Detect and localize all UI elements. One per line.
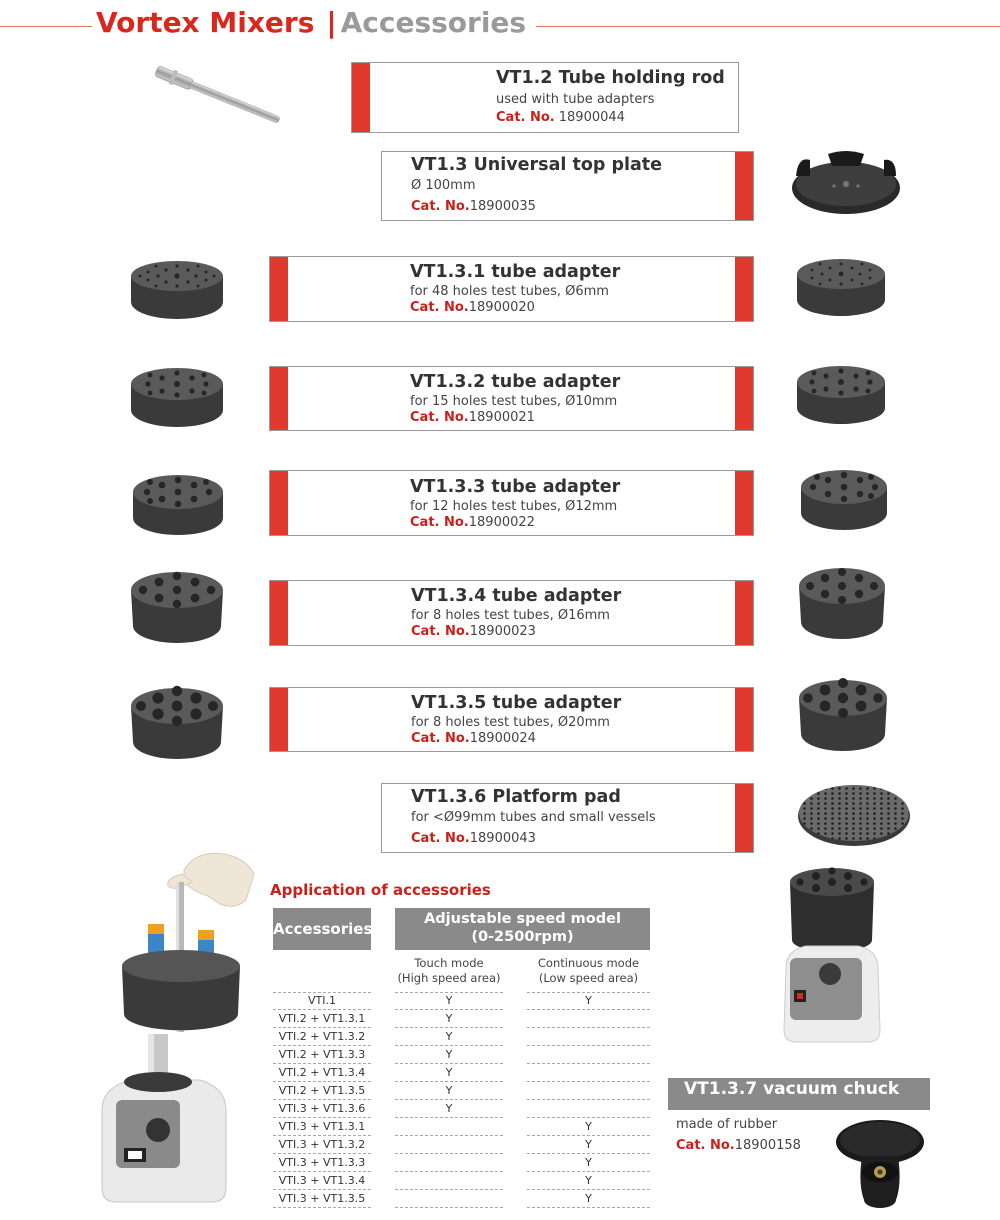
product-desc: for 8 holes test tubes, Ø16mm [411,607,610,623]
accent-bar-left [270,471,288,535]
product-desc: for 12 holes test tubes, Ø12mm [410,498,618,514]
cell-touch: Y [395,992,503,1010]
tube-adapter-15-image [128,364,226,430]
cell-touch [395,1118,503,1136]
product-name: VT1.3.2 tube adapter [410,372,621,392]
product-card-vt1-3-6 [381,783,754,853]
product-cat [496,110,725,126]
cat-label: Cat. No. [411,731,470,747]
cell-touch: Y [395,1064,503,1082]
cell-touch: Y [395,1082,503,1100]
cell-accessory: VTI.2 + VT1.3.4 [273,1064,371,1082]
product-desc: for <Ø99mm tubes and small vessels [411,809,656,825]
accent-bar-right [735,367,753,430]
application-title: Application of accessories [270,881,491,899]
accent-bar-right [735,471,753,535]
cat-number: 18900023 [469,624,536,640]
product-desc: Ø 100mm [411,177,476,193]
cell-touch [395,1172,503,1190]
product-name: VT1.3 Universal top plate [411,155,663,175]
cat-number: 18900044 [558,110,625,126]
cat-number: 18900024 [469,731,536,747]
cell-accessory: VTI.2 + VT1.3.2 [273,1028,371,1046]
product-name: VT1.3.1 tube adapter [410,262,621,282]
table-row [273,1028,650,1046]
accent-bar-left [270,581,288,645]
cell-accessory: VTI.3 + VT1.3.6 [273,1100,371,1118]
cat-label: Cat. No. [496,110,555,126]
holding-rod-image [148,58,288,132]
page-title [96,6,526,39]
cell-continuous: Y [527,1154,650,1172]
table-row [273,1154,650,1172]
product-desc: for 15 holes test tubes, Ø10mm [410,393,618,409]
tube-adapter-8-20mm-angle-image [796,676,890,756]
table-row [273,1136,650,1154]
cell-accessory: VTI.3 + VT1.3.1 [273,1118,371,1136]
accent-bar [735,784,753,852]
tube-adapter-48-image [128,258,226,322]
chuck-desc: made of rubber [676,1117,778,1132]
cell-touch [395,1190,503,1208]
cat-label: Cat. No. [411,831,470,847]
product-card-vt1-3-5 [269,687,754,752]
page-title-sub: Accessories [340,6,527,39]
chuck-title: VT1.3.7 vacuum chuck [668,1078,930,1110]
cell-touch: Y [395,1028,503,1046]
product-desc: used with tube adapters [496,91,655,107]
product-card-vt1-3-3 [269,470,754,536]
cell-accessory: VTI.2 + VT1.3.3 [273,1046,371,1064]
cell-continuous [527,1100,650,1118]
product-cat [410,515,620,531]
product-card-vt1-3-1 [269,256,754,322]
tube-adapter-15-angle-image [794,362,888,426]
table-row [273,1172,650,1190]
chuck-cat [676,1138,801,1153]
product-desc: for 8 holes test tubes, Ø20mm [411,714,610,730]
tube-adapter-12-image [130,470,226,538]
tube-adapter-8-20mm-image [128,684,226,764]
accent-bar [735,152,753,220]
cat-number: 18900035 [469,199,536,215]
cat-number: 18900022 [468,515,535,531]
cell-touch: Y [395,1010,503,1028]
table-row [273,1010,650,1028]
cat-label: Cat. No. [410,515,469,531]
cell-continuous: Y [527,1172,650,1190]
subheader-cont-line2: (Low speed area) [538,970,639,985]
cell-continuous [527,1010,650,1028]
cell-continuous [527,1046,650,1064]
product-card-vt1-3-4 [269,580,754,646]
platform-pad-image [794,776,914,850]
cat-number: 18900158 [734,1138,801,1153]
product-cat [411,624,621,640]
product-card-vt1-3-2 [269,366,754,431]
accent-bar-right [735,257,753,321]
product-name: VT1.2 Tube holding rod [496,68,725,88]
product-card-vt1-3 [381,151,754,221]
header-rule-left [0,26,92,27]
cell-accessory: VTI.3 + VT1.3.5 [273,1190,371,1208]
col-header-model-line1: Adjustable speed model [424,911,621,927]
header-rule-right [536,26,1000,27]
cell-accessory: VTI.1 [273,992,371,1010]
cell-continuous: Y [527,1190,650,1208]
cell-continuous: Y [527,1136,650,1154]
product-desc: for 48 holes test tubes, Ø6mm [410,283,609,299]
table-row [273,1082,650,1100]
cat-label: Cat. No. [410,300,469,316]
page-title-separator: | [326,6,337,39]
vortex-mixer-with-rod-image [96,848,290,1210]
product-cat [410,300,620,316]
col-header-model-line2: (0-2500rpm) [471,929,574,946]
table-row [273,1064,650,1082]
product-name: VT1.3.5 tube adapter [411,693,622,713]
cat-label: Cat. No. [410,410,469,426]
table-row [273,1046,650,1064]
table-row [273,1100,650,1118]
accent-bar-right [735,688,753,751]
cat-label: Cat. No. [411,624,470,640]
cell-continuous: Y [527,992,650,1010]
cell-touch [395,1136,503,1154]
cell-accessory: VTI.2 + VT1.3.5 [273,1082,371,1100]
cat-label: Cat. No. [676,1138,735,1153]
cell-continuous [527,1028,650,1046]
subheader-continuous [527,956,650,986]
accent-bar [352,63,370,132]
cell-touch [395,1154,503,1172]
table-row [273,992,650,1010]
tube-adapter-12-angle-image [798,465,890,533]
top-plate-image [788,146,906,222]
tube-adapter-48-angle-image [794,256,888,318]
product-cat [411,831,656,847]
cell-continuous [527,1082,650,1100]
accent-bar-right [735,581,753,645]
col-header-model [395,908,650,950]
product-cat [410,410,620,426]
col-header-accessories: Accessories [273,908,371,950]
product-name: VT1.3.3 tube adapter [410,477,621,497]
table-row [273,1190,650,1208]
page-title-main: Vortex Mixers [96,6,315,39]
product-name: VT1.3.4 tube adapter [411,586,622,606]
cat-number: 18900021 [468,410,535,426]
table-row [273,1118,650,1136]
subheader-touch [395,956,503,986]
subheader-touch-line2: (High speed area) [397,970,501,985]
vacuum-chuck-image [832,1114,928,1214]
cat-number: 18900020 [468,300,535,316]
cell-accessory: VTI.3 + VT1.3.2 [273,1136,371,1154]
accent-bar-left [270,257,288,321]
tube-adapter-8-16mm-image [128,568,226,648]
vortex-mixer-with-adapter-image [776,860,888,1046]
product-card-vt1-2 [351,62,739,133]
cell-touch: Y [395,1100,503,1118]
cell-continuous: Y [527,1118,650,1136]
subheader-touch-line1: Touch mode [414,956,484,970]
product-cat [411,731,621,747]
accent-bar-left [270,688,288,751]
cell-continuous [527,1064,650,1082]
cat-label: Cat. No. [411,199,470,215]
product-cat [411,199,662,215]
cell-touch: Y [395,1046,503,1064]
cell-accessory: VTI.3 + VT1.3.4 [273,1172,371,1190]
cat-number: 18900043 [469,831,536,847]
cell-accessory: VTI.2 + VT1.3.1 [273,1010,371,1028]
subheader-cont-line1: Continuous mode [537,956,640,970]
product-name: VT1.3.6 Platform pad [411,787,621,807]
cell-accessory: VTI.3 + VT1.3.3 [273,1154,371,1172]
tube-adapter-8-16mm-angle-image [796,564,888,644]
accent-bar-left [270,367,288,430]
